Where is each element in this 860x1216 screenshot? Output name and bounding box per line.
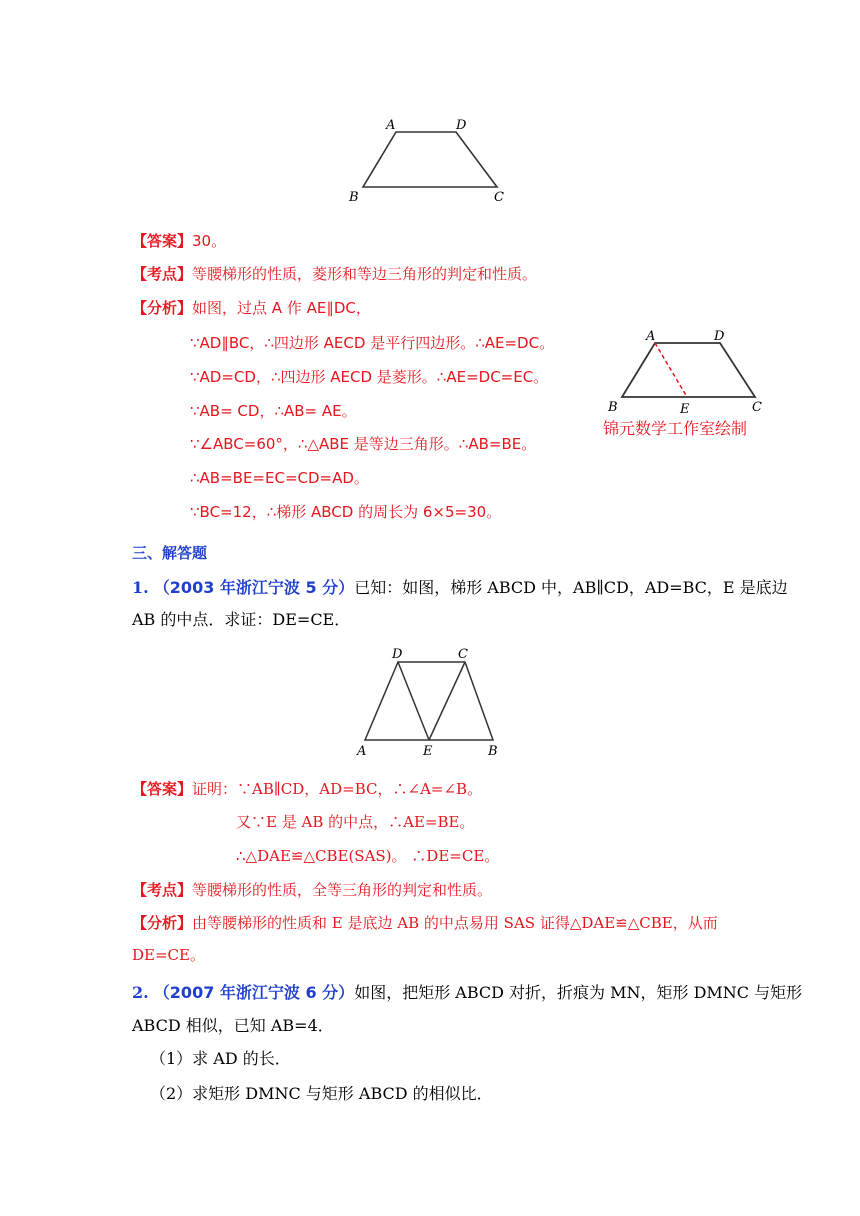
label-B: B [349,190,359,205]
label-D: D [456,118,467,133]
q2-sub2: （2）求矩形 DMNC 与矩形 ABCD 的相似比． [150,1084,493,1103]
q2-sub1: （1）求 AD 的长． [150,1049,291,1068]
trapezoid-shape [363,132,497,187]
label-A: A [386,118,396,133]
q2-text-1: 如图，把矩形 ABCD 对折，折痕为 MN，矩形 DMNC 与矩形 [354,983,803,1002]
step-4: ∵∠ABC=60°，∴△ABE 是等边三角形。∴AB=BE。 [190,435,537,453]
q1-number: 1. [132,578,149,597]
q2-source: （2007 年浙江宁波 6 分） [153,983,355,1002]
kaodian-text: 等腰梯形的性质，菱形和等边三角形的判定和性质。 [192,265,538,283]
prev-kaodian-line [132,263,537,284]
answer-value: 30。 [192,232,227,250]
q1-answer-line3: ∴△DAE≌△CBE(SAS)。 ∴DE=CE。 [236,847,500,865]
q1-text-1: 已知：如图，梯形 ABCD 中，AB∥CD，AD=BC，E 是底边 [354,578,788,597]
label-C: C [494,190,504,205]
q2-line1 [132,980,802,1003]
label-E: E [680,402,690,417]
dashed-line-AE [655,343,687,397]
step-1: ∵AD∥BC，∴四边形 AECD 是平行四边形。∴AE=DC。 [190,334,555,352]
q1-answer-line2: 又∵E 是 AB 的中点，∴AE=BE。 [236,813,475,831]
label-B: B [488,744,498,759]
q2-number: 2. [132,983,149,1002]
trapezoid-shape [365,662,493,740]
q1-kaodian-line [132,879,492,900]
answer-tag: 【答案】 [132,780,193,798]
figure-trapezoid-3 [350,640,510,765]
label-D: D [392,647,403,662]
label-A: A [646,329,656,344]
q1-fenxi-line1 [132,912,718,933]
figure-trapezoid-2 [600,325,780,420]
answer-text-1: 证明：∵AB∥CD，AD=BC，∴∠A=∠B。 [192,780,483,798]
trapezoid-shape [622,343,755,397]
label-C: C [458,647,468,662]
fenxi-text: 如图，过点 A 作 AE∥DC， [192,299,371,317]
label-D: D [714,329,725,344]
step-5: ∴AB=BE=EC=CD=AD。 [190,469,369,487]
step-2: ∵AD=CD，∴四边形 AECD 是菱形。∴AE=DC=EC。 [190,368,549,386]
q1-source: （2003 年浙江宁波 5 分） [153,578,355,597]
step-6: ∵BC=12，∴梯形 ABCD 的周长为 6×5=30。 [190,503,502,521]
q1-line1 [132,575,788,598]
segment-CE [429,662,465,740]
kaodian-tag: 【考点】 [132,265,193,283]
kaodian-tag: 【考点】 [132,881,193,899]
q1-answer-line1 [132,778,482,799]
q1-line2: AB 的中点．求证：DE=CE． [132,610,351,629]
label-A: A [357,744,367,759]
kaodian-text: 等腰梯形的性质，全等三角形的判定和性质。 [192,881,493,899]
answer-tag: 【答案】 [132,232,193,250]
fenxi-tag: 【分析】 [132,914,193,932]
segment-DE [398,662,429,740]
figure-trapezoid-1 [340,112,520,207]
q2-line2: ABCD 相似，已知 AB=4． [132,1016,334,1035]
label-E: E [423,744,433,759]
step-3: ∵AB= CD，∴AB= AE。 [190,402,357,420]
prev-answer-line [132,230,226,251]
figure-caption: 锦元数学工作室绘制 [603,419,748,438]
label-C: C [752,400,762,415]
fenxi-tag: 【分析】 [132,299,193,317]
label-B: B [608,400,618,415]
q1-fenxi-line2: DE=CE。 [132,946,205,964]
fenxi-text-1: 由等腰梯形的性质和 E 是底边 AB 的中点易用 SAS 证得△DAE≌△CBE，从而 [192,914,718,932]
prev-fenxi-line [132,297,371,318]
section-title: 三、解答题 [132,544,208,562]
